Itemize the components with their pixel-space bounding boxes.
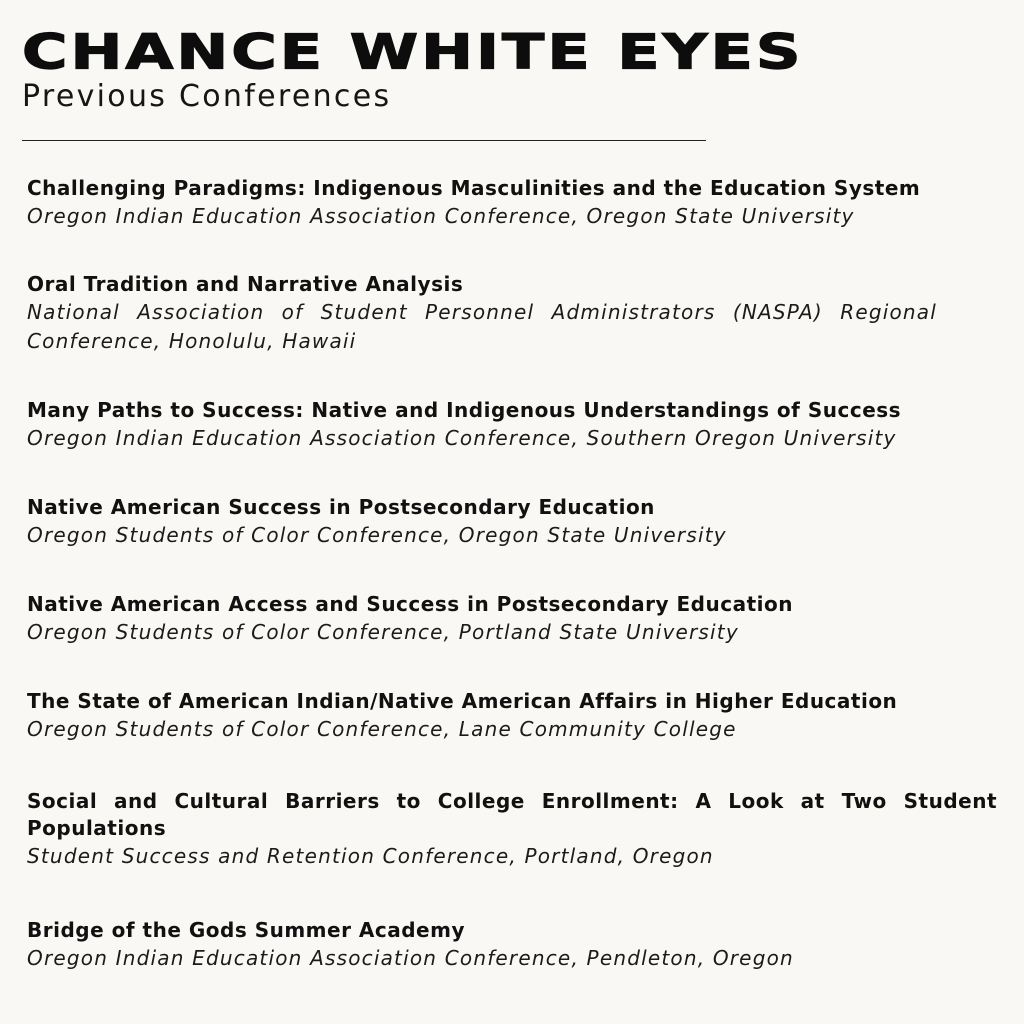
header-divider bbox=[22, 140, 706, 141]
conference-venue: Oregon Indian Education Association Conference, Southern Oregon University bbox=[27, 426, 897, 450]
conference-entry bbox=[27, 591, 997, 647]
conference-entry bbox=[27, 271, 997, 356]
conference-title: Native American Access and Success in Postsecondary Education bbox=[27, 592, 793, 616]
conference-entry bbox=[27, 688, 997, 744]
conference-title: Native American Success in Postsecondary Education bbox=[27, 495, 655, 519]
conference-venue: Oregon Students of Color Conference, Portland State University bbox=[27, 620, 739, 644]
conference-venue: Oregon Indian Education Association Conference, Pendleton, Oregon bbox=[27, 946, 794, 970]
conference-entry bbox=[27, 175, 997, 231]
conference-venue: Oregon Indian Education Association Conference, Oregon State University bbox=[27, 204, 855, 228]
conference-entry bbox=[27, 494, 997, 550]
conference-title: Oral Tradition and Narrative Analysis bbox=[27, 272, 464, 296]
conference-title: Many Paths to Success: Native and Indigenous Understandings of Success bbox=[27, 398, 902, 422]
conference-entry bbox=[27, 917, 997, 973]
page-title: CHANCE WHITE EYES bbox=[22, 23, 804, 81]
conference-title: Bridge of the Gods Summer Academy bbox=[27, 918, 465, 942]
page-subtitle: Previous Conferences bbox=[22, 79, 392, 114]
conference-entry bbox=[27, 397, 997, 453]
conference-venue: Student Success and Retention Conference, Portland, Oregon bbox=[27, 844, 714, 868]
conference-venue: Oregon Students of Color Conference, Oregon State University bbox=[27, 523, 727, 547]
conference-title: Challenging Paradigms: Indigenous Masculinities and the Education System bbox=[27, 176, 921, 200]
conference-venue: National Association of Student Personnel Administrators (NASPA) Regional Conference, Honolulu, Hawaii bbox=[27, 300, 937, 353]
conference-title: Social and Cultural Barriers to College Enrollment: A Look at Two Student Populations bbox=[27, 789, 997, 840]
conference-title: The State of American Indian/Native American Affairs in Higher Education bbox=[27, 689, 898, 713]
conference-entry bbox=[27, 788, 997, 871]
conference-venue: Oregon Students of Color Conference, Lane Community College bbox=[27, 717, 737, 741]
